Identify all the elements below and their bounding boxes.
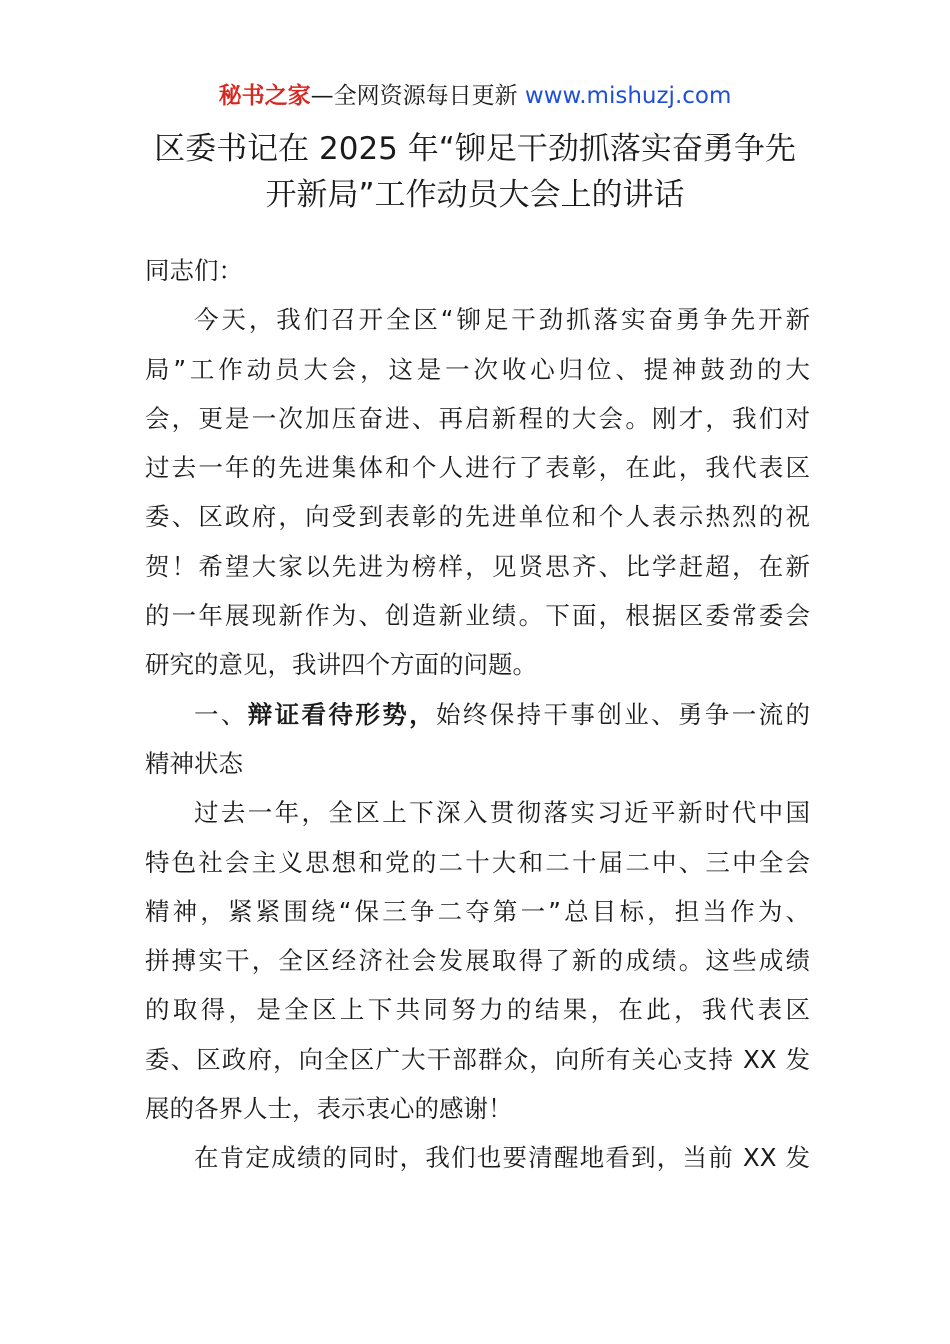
paragraph-line: 的取得，是全区上下共同努力的结果，在此，我代表区 [145, 995, 810, 1025]
document-body [145, 246, 810, 1183]
site-brand: 秘书之家 [218, 83, 311, 109]
section-heading-1 [145, 690, 810, 789]
document-title [80, 126, 870, 218]
paragraph-line: 的一年展现新作为、创造新业绩。下面，根据区委常委会 [145, 601, 810, 631]
heading-bold: 辩证看待形势， [247, 699, 436, 729]
site-tagline: —全网资源每日更新 [310, 83, 525, 109]
heading-prefix: 一、 [194, 699, 248, 729]
paragraph-line: 局”工作动员大会，这是一次收心归位、提神鼓劲的大 [145, 354, 810, 384]
paragraph-line: 展的各界人士，表示衷心的感谢！ [145, 1094, 513, 1124]
title-line-1: 区委书记在 2025 年“铆足干劲抓落实奋勇争先 [154, 131, 796, 167]
heading-line-2: 精神状态 [145, 748, 243, 778]
paragraph-line: 在肯定成绩的同时，我们也要清醒地看到，当前 XX 发 [194, 1143, 810, 1173]
paragraph-line: 过去一年的先进集体和个人进行了表彰，在此，我代表区 [145, 453, 810, 483]
paragraph-line: 过去一年，全区上下深入贯彻落实习近平新时代中国 [194, 798, 810, 828]
paragraph-line: 贺！希望大家以先进为榜样，见贤思齐、比学赶超，在新 [145, 551, 810, 581]
paragraph-line: 今天，我们召开全区“铆足干劲抓落实奋勇争先开新 [194, 305, 810, 335]
paragraph-line: 会，更是一次加压奋进、再启新程的大会。刚才，我们对 [145, 403, 810, 433]
site-url[interactable]: www.mishuzj.com [524, 83, 732, 109]
paragraph-line: 特色社会主义思想和党的二十大和二十届二中、三中全会 [145, 847, 810, 877]
paragraph-3 [145, 1133, 810, 1182]
heading-rest: 始终保持干事创业、勇争一流的 [436, 699, 811, 729]
paragraph-line: 拼搏实干，全区经济社会发展取得了新的成绩。这些成绩 [145, 946, 810, 976]
paragraph-line: 委、区政府，向全区广大干部群众，向所有关心支持 XX 发 [145, 1044, 810, 1074]
paragraph-line: 委、区政府，向受到表彰的先进单位和个人表示热烈的祝 [145, 502, 810, 532]
paragraph-1 [145, 295, 810, 689]
paragraph-line: 研究的意见，我讲四个方面的问题。 [145, 650, 537, 680]
title-line-2: 开新局”工作动员大会上的讲话 [265, 177, 685, 213]
paragraph-line: 精神，紧紧围绕“保三争二夺第一”总目标，担当作为、 [145, 896, 810, 926]
salutation: 同志们： [145, 256, 243, 285]
site-header [0, 80, 950, 112]
paragraph-2 [145, 788, 810, 1133]
